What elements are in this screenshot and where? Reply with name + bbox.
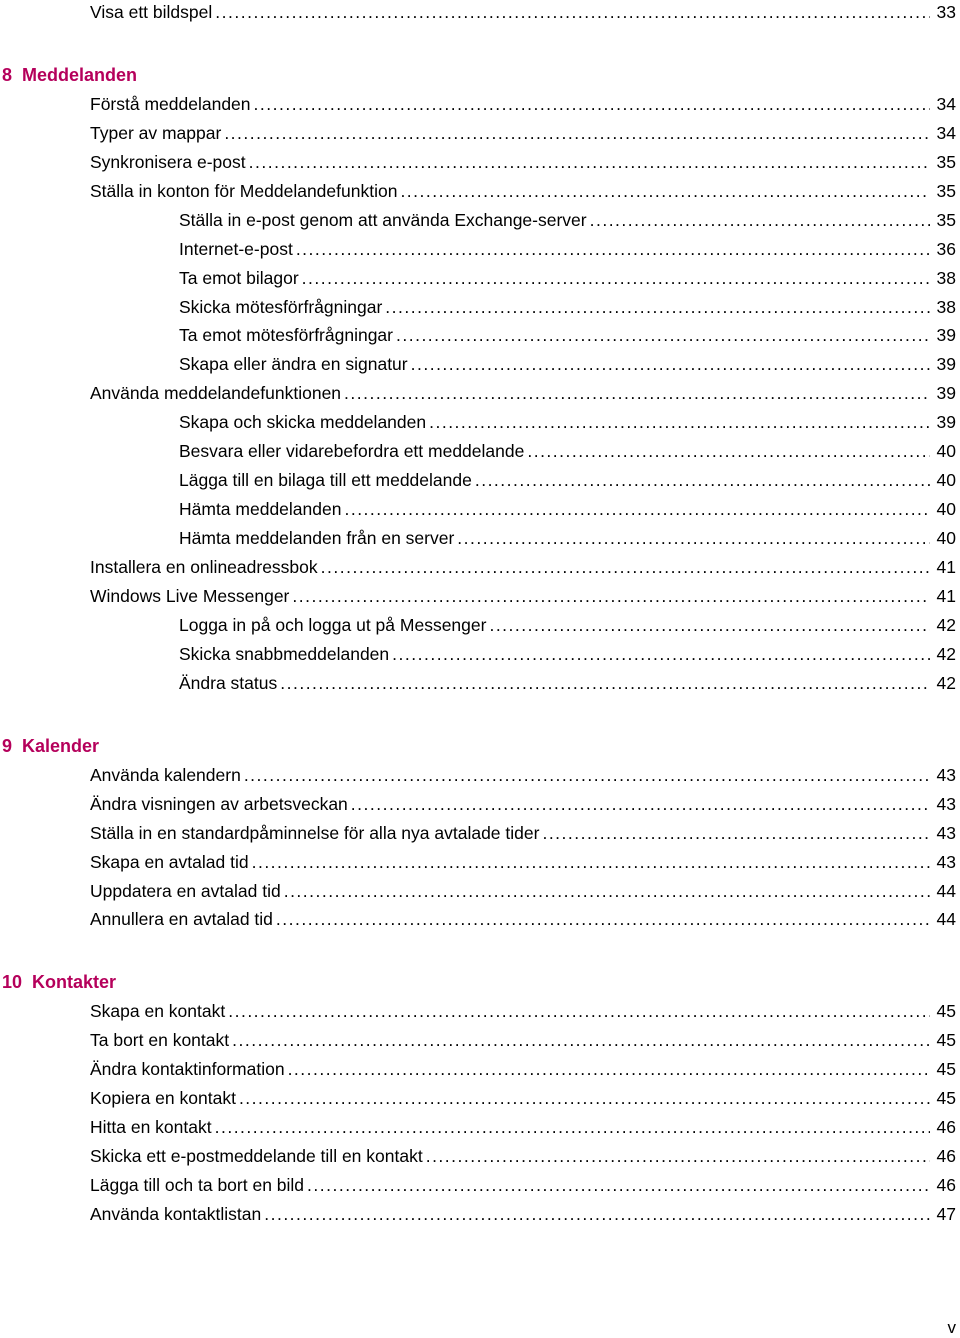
toc-entry-title: Skicka ett e-postmeddelande till en kontakt (90, 1146, 423, 1167)
chapter-number: 10 (2, 972, 23, 993)
toc-dot-leader (292, 585, 930, 607)
toc-entry[interactable] (90, 1116, 956, 1138)
toc-entry-page: 35 (936, 151, 956, 172)
toc-entry[interactable] (179, 614, 956, 636)
toc-entry-title: Besvara eller vidarebefordra ett meddelande (179, 441, 525, 462)
toc-entry-page: 40 (936, 470, 956, 491)
toc-entry[interactable] (179, 440, 956, 462)
toc-entry-title: Ställa in e-post genom att använda Exchange-server (179, 209, 587, 230)
toc-entry-title: Visa ett bildspel (90, 2, 213, 22)
toc-entry[interactable] (90, 851, 956, 873)
toc-entry-title: Installera en onlineadressbok (90, 557, 318, 578)
toc-dot-leader (249, 151, 930, 173)
toc-dot-leader (232, 1029, 930, 1051)
toc-entry-title: Ta emot bilagor (179, 267, 299, 288)
toc-entry-page: 46 (936, 1146, 956, 1167)
toc-entry-title: Windows Live Messenger (90, 586, 290, 606)
toc-entry-title: Lägga till och ta bort en bild (90, 1175, 305, 1195)
toc-entry-title: Skapa och skicka meddelanden (179, 412, 427, 433)
toc-entry-page: 34 (936, 122, 956, 143)
toc-dot-leader (276, 908, 930, 930)
toc-entry[interactable] (179, 353, 956, 375)
toc-entry[interactable] (90, 880, 956, 902)
toc-entry-title: Använda kontaktlistan (90, 1203, 262, 1224)
toc-entry[interactable] (90, 585, 956, 607)
toc-entry-page: 36 (936, 238, 956, 259)
toc-entry-title: Ändra visningen av arbetsveckan (90, 793, 348, 814)
toc-entry-title: Ställa in en standardpåminnelse för alla nya avtalade tider (90, 822, 540, 843)
toc-dot-leader (392, 643, 930, 665)
toc-entry-title: Kopiera en kontakt (90, 1088, 236, 1109)
toc-entry[interactable] (90, 1174, 956, 1196)
toc-dot-leader (307, 1174, 930, 1196)
toc-entry[interactable] (90, 1145, 956, 1167)
toc-entry-title: Hitta en kontakt (90, 1117, 212, 1138)
toc-dot-leader (475, 469, 930, 491)
toc-dot-leader (396, 324, 930, 346)
toc-dot-leader (321, 556, 930, 578)
toc-entry-title: Hämta meddelanden (179, 499, 342, 520)
toc-entry-title: Skapa en kontakt (90, 1001, 226, 1022)
toc-dot-leader (411, 353, 930, 375)
toc-entry-page: 39 (936, 412, 956, 433)
toc-entry-page: 40 (936, 499, 956, 520)
toc-entry[interactable] (90, 122, 956, 144)
toc-dot-leader (244, 764, 930, 786)
toc-dot-leader (489, 614, 930, 636)
toc-entry[interactable] (179, 296, 956, 318)
toc-entry-title: Skapa en avtalad tid (90, 851, 249, 872)
toc-entry-page: 41 (936, 586, 956, 606)
chapter-heading[interactable] (2, 64, 137, 86)
chapter-heading[interactable] (2, 735, 99, 757)
toc-entry[interactable] (179, 411, 956, 433)
toc-dot-leader (426, 1145, 930, 1167)
toc-entry[interactable] (179, 209, 956, 231)
toc-dot-leader (429, 411, 930, 433)
toc-entry[interactable] (90, 1000, 956, 1022)
toc-entry-page: 43 (936, 851, 956, 872)
toc-entry[interactable] (179, 643, 956, 665)
toc-dot-leader (542, 822, 930, 844)
toc-entry-title: Skicka mötesförfrågningar (179, 296, 383, 317)
toc-entry-page: 45 (936, 1001, 956, 1022)
toc-dot-leader (228, 1000, 930, 1022)
toc-entry[interactable] (90, 1058, 956, 1080)
toc-entry-page: 45 (936, 1059, 956, 1080)
toc-dot-leader (280, 672, 930, 694)
toc-entry-page: 45 (936, 1088, 956, 1109)
toc-dot-leader (527, 440, 930, 462)
toc-entry[interactable] (90, 180, 956, 202)
page-number: v (947, 1318, 956, 1337)
toc-entry-title: Logga in på och logga ut på Messenger (179, 614, 487, 635)
toc-entry[interactable] (179, 238, 956, 260)
toc-entry-title: Internet-e-post (179, 238, 293, 259)
toc-dot-leader (264, 1203, 930, 1225)
toc-entry-page: 42 (936, 643, 956, 664)
toc-entry[interactable] (90, 1203, 956, 1225)
toc-entry-title: Ta bort en kontakt (90, 1030, 230, 1051)
toc-entry-page: 42 (936, 672, 956, 693)
toc-dot-leader (215, 1, 930, 23)
toc-dot-leader (385, 296, 930, 318)
toc-entry-page: 35 (936, 180, 956, 201)
toc-entry-page: 44 (936, 880, 956, 901)
toc-entry-page: 46 (936, 1117, 956, 1138)
toc-entry-title: Hämta meddelanden från en server (179, 528, 455, 549)
toc-entry-page: 40 (936, 441, 956, 462)
toc-entry[interactable] (179, 498, 956, 520)
toc-entry[interactable] (90, 822, 956, 844)
toc-entry-page: 47 (936, 1203, 956, 1224)
toc-entry-title: Skapa eller ändra en signatur (179, 354, 408, 375)
toc-entry[interactable] (90, 382, 956, 404)
toc-dot-leader (254, 93, 930, 115)
toc-entry[interactable] (90, 93, 956, 115)
toc-dot-leader (400, 180, 930, 202)
toc-dot-leader (457, 527, 930, 549)
toc-entry[interactable] (90, 1029, 956, 1051)
toc-entry-title: Ställa in konton för Meddelandefunktion (90, 180, 398, 201)
toc-entry[interactable] (179, 267, 956, 289)
toc-dot-leader (344, 498, 930, 520)
toc-entry-title: Använda meddelandefunktionen (90, 383, 342, 404)
chapter-title: Meddelanden (22, 64, 138, 85)
chapter-number: 8 (2, 64, 13, 85)
chapter-title: Kalender (22, 735, 100, 756)
toc-entry[interactable] (179, 324, 956, 346)
toc-dot-leader (252, 851, 930, 873)
toc-entry-page: 38 (936, 296, 956, 317)
toc-entry-page: 34 (936, 93, 956, 114)
toc-entry-title: Typer av mappar (90, 122, 222, 143)
toc-entry-page: 39 (936, 383, 956, 404)
toc-entry[interactable] (179, 527, 956, 549)
toc-entry-title: Ta emot mötesförfrågningar (179, 325, 393, 346)
toc-entry[interactable] (179, 672, 956, 694)
toc-dot-leader (215, 1116, 930, 1138)
toc-entry-page: 33 (936, 2, 956, 22)
toc-entry-page: 39 (936, 354, 956, 375)
toc-entry[interactable] (90, 793, 956, 815)
toc-dot-leader (590, 209, 930, 231)
chapter-number: 9 (2, 735, 13, 756)
toc-entry-title: Använda kalendern (90, 764, 241, 785)
toc-dot-leader (284, 880, 930, 902)
toc-entry-page: 46 (936, 1175, 956, 1195)
toc-entry-page: 39 (936, 325, 956, 346)
toc-entry-page: 41 (936, 557, 956, 578)
toc-entry[interactable] (179, 469, 956, 491)
chapter-heading[interactable] (2, 971, 116, 993)
toc-dot-leader (296, 238, 930, 260)
toc-entry-page: 44 (936, 909, 956, 930)
toc-dot-leader (302, 267, 930, 289)
toc-dot-leader (288, 1058, 930, 1080)
toc-entry-title: Ändra kontaktinformation (90, 1059, 285, 1080)
toc-dot-leader (224, 122, 930, 144)
toc-entry-page: 45 (936, 1030, 956, 1051)
toc-entry-page: 42 (936, 614, 956, 635)
toc-entry-page: 40 (936, 528, 956, 549)
chapter-title: Kontakter (32, 972, 117, 993)
toc-entry-page: 43 (936, 764, 956, 785)
toc-entry-title: Synkronisera e-post (90, 151, 246, 172)
toc-dot-leader (351, 793, 930, 815)
toc-entry-page: 43 (936, 822, 956, 843)
toc-entry-page: 35 (936, 209, 956, 230)
toc-entry-title: Lägga till en bilaga till ett meddelande (179, 470, 472, 491)
toc-entry-page: 38 (936, 267, 956, 288)
toc-entry[interactable] (90, 1, 956, 23)
toc-dot-leader (239, 1087, 930, 1109)
toc-entry[interactable] (90, 908, 956, 930)
toc-entry[interactable] (90, 1087, 956, 1109)
toc-entry-page: 43 (936, 793, 956, 814)
toc-entry[interactable] (90, 151, 956, 173)
toc-entry-title: Ändra status (179, 672, 278, 693)
toc-dot-leader (344, 382, 930, 404)
toc-entry-title: Annullera en avtalad tid (90, 909, 273, 930)
toc-entry-title: Uppdatera en avtalad tid (90, 880, 281, 901)
toc-entry-title: Förstå meddelanden (90, 93, 251, 114)
toc-entry[interactable] (90, 556, 956, 578)
toc-entry-title: Skicka snabbmeddelanden (179, 643, 390, 664)
toc-entry[interactable] (90, 764, 956, 786)
